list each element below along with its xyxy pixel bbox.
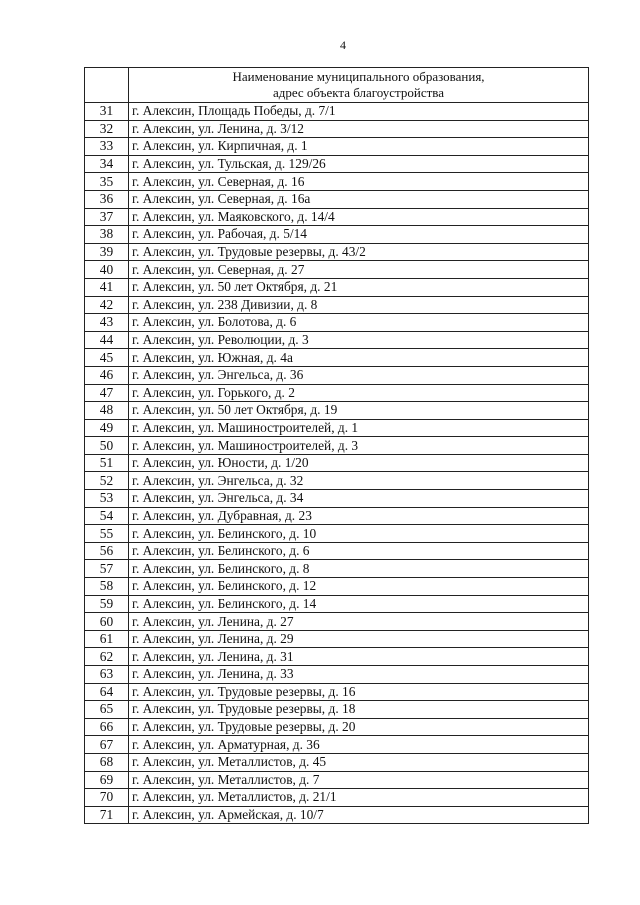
row-address-cell: г. Алексин, ул. Энгельса, д. 36 bbox=[129, 366, 589, 384]
header-title-cell bbox=[129, 68, 589, 103]
row-address-cell: г. Алексин, ул. Металлистов, д. 45 bbox=[129, 753, 589, 771]
row-number-cell: 54 bbox=[85, 507, 129, 525]
table-row bbox=[85, 402, 589, 420]
table-row bbox=[85, 578, 589, 596]
row-number-cell: 51 bbox=[85, 454, 129, 472]
table-row bbox=[85, 490, 589, 508]
row-address-cell: г. Алексин, ул. Южная, д. 4а bbox=[129, 349, 589, 367]
table-row bbox=[85, 507, 589, 525]
row-number-cell: 38 bbox=[85, 226, 129, 244]
table-row bbox=[85, 683, 589, 701]
row-number-cell: 57 bbox=[85, 560, 129, 578]
table-row bbox=[85, 208, 589, 226]
table-row bbox=[85, 718, 589, 736]
row-address-cell: г. Алексин, ул. Ленина, д. 29 bbox=[129, 630, 589, 648]
row-address-cell: г. Алексин, ул. Металлистов, д. 21/1 bbox=[129, 789, 589, 807]
row-number-cell: 52 bbox=[85, 472, 129, 490]
row-number-cell: 43 bbox=[85, 314, 129, 332]
table-row bbox=[85, 155, 589, 173]
table-row bbox=[85, 103, 589, 121]
table-row bbox=[85, 331, 589, 349]
row-number-cell: 44 bbox=[85, 331, 129, 349]
row-address-cell: г. Алексин, ул. Болотова, д. 6 bbox=[129, 314, 589, 332]
table-row bbox=[85, 525, 589, 543]
row-address-cell: г. Алексин, ул. Революции, д. 3 bbox=[129, 331, 589, 349]
table-row bbox=[85, 437, 589, 455]
table-row bbox=[85, 243, 589, 261]
table-row bbox=[85, 173, 589, 191]
row-address-cell: г. Алексин, ул. Арматурная, д. 36 bbox=[129, 736, 589, 754]
row-number-cell: 33 bbox=[85, 138, 129, 156]
row-number-cell: 32 bbox=[85, 120, 129, 138]
row-number-cell: 56 bbox=[85, 542, 129, 560]
row-number-cell: 47 bbox=[85, 384, 129, 402]
row-address-cell: г. Алексин, ул. Дубравная, д. 23 bbox=[129, 507, 589, 525]
row-number-cell: 46 bbox=[85, 366, 129, 384]
row-address-cell: г. Алексин, ул. 50 лет Октября, д. 21 bbox=[129, 278, 589, 296]
table-row bbox=[85, 366, 589, 384]
row-number-cell: 67 bbox=[85, 736, 129, 754]
row-address-cell: г. Алексин, ул. Ленина, д. 3/12 bbox=[129, 120, 589, 138]
row-address-cell: г. Алексин, ул. 50 лет Октября, д. 19 bbox=[129, 402, 589, 420]
row-number-cell: 59 bbox=[85, 595, 129, 613]
row-number-cell: 65 bbox=[85, 701, 129, 719]
table-row bbox=[85, 472, 589, 490]
row-address-cell: г. Алексин, ул. Ленина, д. 27 bbox=[129, 613, 589, 631]
row-address-cell: г. Алексин, ул. Белинского, д. 8 bbox=[129, 560, 589, 578]
table-row bbox=[85, 138, 589, 156]
row-address-cell: г. Алексин, ул. Тульская, д. 129/26 bbox=[129, 155, 589, 173]
row-address-cell: г. Алексин, ул. Армейская, д. 10/7 bbox=[129, 806, 589, 824]
table-row bbox=[85, 419, 589, 437]
address-table bbox=[84, 67, 589, 824]
row-number-cell: 40 bbox=[85, 261, 129, 279]
row-address-cell: г. Алексин, ул. 238 Дивизии, д. 8 bbox=[129, 296, 589, 314]
row-number-cell: 48 bbox=[85, 402, 129, 420]
page-number: 4 bbox=[340, 38, 346, 52]
table-row bbox=[85, 613, 589, 631]
row-number-cell: 69 bbox=[85, 771, 129, 789]
row-address-cell: г. Алексин, ул. Юности, д. 1/20 bbox=[129, 454, 589, 472]
table-row bbox=[85, 560, 589, 578]
table-row bbox=[85, 314, 589, 332]
table-row bbox=[85, 190, 589, 208]
row-number-cell: 64 bbox=[85, 683, 129, 701]
table-row bbox=[85, 789, 589, 807]
table-row bbox=[85, 542, 589, 560]
row-number-cell: 41 bbox=[85, 278, 129, 296]
row-address-cell: г. Алексин, ул. Горького, д. 2 bbox=[129, 384, 589, 402]
row-number-cell: 61 bbox=[85, 630, 129, 648]
row-number-cell: 53 bbox=[85, 490, 129, 508]
row-number-cell: 31 bbox=[85, 103, 129, 121]
row-address-cell: г. Алексин, ул. Белинского, д. 6 bbox=[129, 542, 589, 560]
row-number-cell: 63 bbox=[85, 666, 129, 684]
table-body bbox=[85, 103, 589, 824]
header-title-line2: адрес объекта благоустройства bbox=[272, 85, 445, 100]
table-row bbox=[85, 120, 589, 138]
row-number-cell: 36 bbox=[85, 190, 129, 208]
row-address-cell: г. Алексин, ул. Рабочая, д. 5/14 bbox=[129, 226, 589, 244]
row-number-cell: 42 bbox=[85, 296, 129, 314]
row-number-cell: 62 bbox=[85, 648, 129, 666]
row-number-cell: 55 bbox=[85, 525, 129, 543]
row-address-cell: г. Алексин, ул. Трудовые резервы, д. 20 bbox=[129, 718, 589, 736]
row-number-cell: 50 bbox=[85, 437, 129, 455]
row-address-cell: г. Алексин, ул. Маяковского, д. 14/4 bbox=[129, 208, 589, 226]
row-number-cell: 49 bbox=[85, 419, 129, 437]
table-row bbox=[85, 736, 589, 754]
table-row bbox=[85, 666, 589, 684]
row-number-cell: 66 bbox=[85, 718, 129, 736]
table-row bbox=[85, 278, 589, 296]
row-number-cell: 34 bbox=[85, 155, 129, 173]
table-row bbox=[85, 349, 589, 367]
table-row bbox=[85, 454, 589, 472]
row-address-cell: г. Алексин, ул. Трудовые резервы, д. 18 bbox=[129, 701, 589, 719]
row-number-cell: 71 bbox=[85, 806, 129, 824]
row-number-cell: 70 bbox=[85, 789, 129, 807]
table-header-row bbox=[85, 68, 589, 103]
table-row bbox=[85, 701, 589, 719]
table-row bbox=[85, 226, 589, 244]
row-address-cell: г. Алексин, ул. Белинского, д. 10 bbox=[129, 525, 589, 543]
row-address-cell: г. Алексин, ул. Машиностроителей, д. 1 bbox=[129, 419, 589, 437]
table-row bbox=[85, 595, 589, 613]
header-title-line1: Наименование муниципального образования, bbox=[232, 69, 485, 84]
row-number-cell: 68 bbox=[85, 753, 129, 771]
table-row bbox=[85, 384, 589, 402]
row-address-cell: г. Алексин, Площадь Победы, д. 7/1 bbox=[129, 103, 589, 121]
row-number-cell: 45 bbox=[85, 349, 129, 367]
header-number-cell bbox=[85, 68, 129, 103]
row-address-cell: г. Алексин, ул. Северная, д. 27 bbox=[129, 261, 589, 279]
table-row bbox=[85, 630, 589, 648]
row-number-cell: 39 bbox=[85, 243, 129, 261]
row-address-cell: г. Алексин, ул. Энгельса, д. 32 bbox=[129, 472, 589, 490]
table-row bbox=[85, 261, 589, 279]
table-row bbox=[85, 771, 589, 789]
table-row bbox=[85, 296, 589, 314]
row-address-cell: г. Алексин, ул. Белинского, д. 12 bbox=[129, 578, 589, 596]
row-address-cell: г. Алексин, ул. Северная, д. 16 bbox=[129, 173, 589, 191]
row-address-cell: г. Алексин, ул. Трудовые резервы, д. 16 bbox=[129, 683, 589, 701]
row-number-cell: 60 bbox=[85, 613, 129, 631]
table-row bbox=[85, 753, 589, 771]
row-number-cell: 37 bbox=[85, 208, 129, 226]
row-address-cell: г. Алексин, ул. Белинского, д. 14 bbox=[129, 595, 589, 613]
row-number-cell: 58 bbox=[85, 578, 129, 596]
row-address-cell: г. Алексин, ул. Энгельса, д. 34 bbox=[129, 490, 589, 508]
table-row bbox=[85, 648, 589, 666]
row-address-cell: г. Алексин, ул. Машиностроителей, д. 3 bbox=[129, 437, 589, 455]
row-address-cell: г. Алексин, ул. Ленина, д. 33 bbox=[129, 666, 589, 684]
row-number-cell: 35 bbox=[85, 173, 129, 191]
row-address-cell: г. Алексин, ул. Кирпичная, д. 1 bbox=[129, 138, 589, 156]
row-address-cell: г. Алексин, ул. Ленина, д. 31 bbox=[129, 648, 589, 666]
row-address-cell: г. Алексин, ул. Северная, д. 16а bbox=[129, 190, 589, 208]
row-address-cell: г. Алексин, ул. Трудовые резервы, д. 43/2 bbox=[129, 243, 589, 261]
row-address-cell: г. Алексин, ул. Металлистов, д. 7 bbox=[129, 771, 589, 789]
table-row bbox=[85, 806, 589, 824]
